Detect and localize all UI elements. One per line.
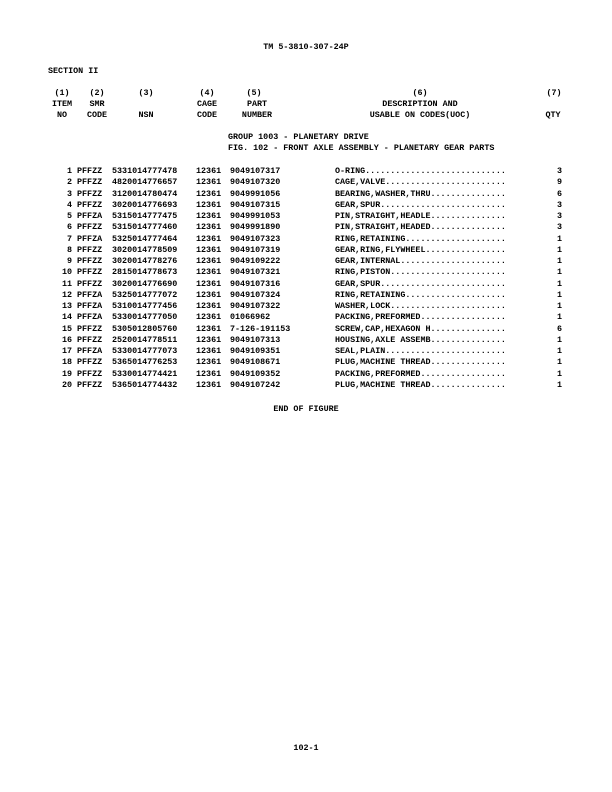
nsn: 5315014777460 bbox=[112, 222, 178, 233]
nsn: 5330014777050 bbox=[112, 312, 178, 323]
smr-code: PFFZA bbox=[77, 289, 103, 300]
part-number: 9049109351 bbox=[230, 346, 281, 356]
cage-code: 12361 bbox=[196, 312, 222, 323]
item-number: 4 bbox=[66, 199, 72, 210]
quantity: 1 bbox=[556, 256, 562, 266]
description: RING,RETAINING.................... bbox=[335, 233, 506, 244]
col-smr-label: SMR bbox=[89, 99, 105, 109]
smr-code: PFFZZ bbox=[77, 368, 103, 379]
cage-code: 12361 bbox=[196, 256, 222, 266]
cage-code: 12361 bbox=[196, 289, 222, 300]
description: HOUSING,AXLE ASSEMB............... bbox=[335, 334, 506, 345]
smr-code: PFFZA bbox=[77, 211, 103, 221]
table-row bbox=[0, 279, 612, 290]
description: SCREW,CAP,HEXAGON H............... bbox=[335, 323, 506, 334]
item-number: 18 bbox=[61, 357, 72, 368]
description: GEAR,INTERNAL..................... bbox=[335, 256, 506, 266]
parts-list bbox=[0, 166, 612, 391]
table-row bbox=[0, 177, 612, 188]
description: GEAR,SPUR......................... bbox=[335, 278, 506, 289]
cage-code: 12361 bbox=[196, 199, 222, 210]
part-number: 7-126-191153 bbox=[230, 323, 291, 334]
smr-code: PFFZZ bbox=[77, 244, 103, 255]
description: PIN,STRAIGHT,HEADLE............... bbox=[335, 211, 506, 221]
nsn: 5315014777475 bbox=[112, 211, 178, 221]
nsn: 2520014778511 bbox=[112, 334, 178, 345]
col-desc-sub: USABLE ON CODES(UOC) bbox=[369, 110, 471, 120]
nsn: 5365014776253 bbox=[112, 357, 178, 368]
table-row bbox=[0, 312, 612, 323]
description: PLUG,MACHINE THREAD............... bbox=[335, 379, 506, 390]
end-of-figure: END OF FIGURE bbox=[273, 404, 339, 414]
col-num-4: (4) bbox=[199, 88, 215, 98]
item-number: 15 bbox=[61, 323, 72, 334]
quantity: 3 bbox=[556, 166, 562, 176]
nsn: 3020014776690 bbox=[112, 278, 178, 289]
page-number: 102-1 bbox=[293, 743, 319, 753]
item-number: 19 bbox=[61, 368, 72, 379]
description: RING,RETAINING.................... bbox=[335, 289, 506, 300]
col-num-7: (7) bbox=[546, 88, 562, 98]
item-number: 8 bbox=[66, 244, 72, 255]
smr-code: PFFZZ bbox=[77, 166, 103, 176]
nsn: 5325014777464 bbox=[112, 233, 178, 244]
table-row bbox=[0, 211, 612, 222]
smr-code: PFFZZ bbox=[77, 256, 103, 266]
quantity: 1 bbox=[556, 278, 562, 289]
nsn: 5330014774421 bbox=[112, 368, 178, 379]
smr-code: PFFZA bbox=[77, 301, 103, 311]
table-row bbox=[0, 166, 612, 177]
quantity: 1 bbox=[556, 379, 562, 390]
item-number: 2 bbox=[66, 177, 72, 188]
nsn: 4820014776657 bbox=[112, 177, 178, 188]
quantity: 3 bbox=[556, 222, 562, 233]
part-number: 9049107324 bbox=[230, 289, 281, 300]
description: BEARING,WASHER,THRU............... bbox=[335, 188, 506, 199]
table-row bbox=[0, 234, 612, 245]
quantity: 1 bbox=[556, 267, 562, 278]
quantity: 1 bbox=[556, 334, 562, 345]
smr-code: PFFZZ bbox=[77, 199, 103, 210]
table-row bbox=[0, 335, 612, 346]
col-num-2: (2) bbox=[89, 88, 105, 98]
col-num-1: (1) bbox=[54, 88, 70, 98]
part-number: 9049107322 bbox=[230, 301, 281, 311]
col-qty-label: QTY bbox=[545, 110, 561, 120]
nsn: 5331014777478 bbox=[112, 166, 178, 176]
nsn: 3020014778509 bbox=[112, 244, 178, 255]
nsn: 5325014777072 bbox=[112, 289, 178, 300]
part-number: 9049991890 bbox=[230, 222, 281, 233]
item-number: 16 bbox=[61, 334, 72, 345]
quantity: 1 bbox=[556, 346, 562, 356]
description: GEAR,SPUR......................... bbox=[335, 199, 506, 210]
section-label: SECTION II bbox=[48, 66, 99, 76]
part-number: 9049107323 bbox=[230, 233, 281, 244]
cage-code: 12361 bbox=[196, 211, 222, 221]
table-row bbox=[0, 301, 612, 312]
cage-code: 12361 bbox=[196, 301, 222, 311]
quantity: 6 bbox=[556, 323, 562, 334]
table-row bbox=[0, 189, 612, 200]
nsn: 5330014777073 bbox=[112, 346, 178, 356]
cage-code: 12361 bbox=[196, 267, 222, 278]
table-row bbox=[0, 290, 612, 301]
table-row bbox=[0, 324, 612, 335]
cage-code: 12361 bbox=[196, 368, 222, 379]
quantity: 3 bbox=[556, 211, 562, 221]
smr-code: PFFZZ bbox=[77, 379, 103, 390]
document-number: TM 5-3810-307-24P bbox=[263, 42, 349, 52]
col-part-sub: NUMBER bbox=[241, 110, 273, 120]
smr-code: PFFZA bbox=[77, 233, 103, 244]
nsn: 5310014777456 bbox=[112, 301, 178, 311]
cage-code: 12361 bbox=[196, 357, 222, 368]
part-number: 9049107319 bbox=[230, 244, 281, 255]
item-number: 13 bbox=[61, 301, 72, 311]
col-num-6: (6) bbox=[412, 88, 428, 98]
col-num-3: (3) bbox=[138, 88, 154, 98]
item-number: 6 bbox=[66, 222, 72, 233]
nsn: 5305012805760 bbox=[112, 323, 178, 334]
col-desc-label: DESCRIPTION AND bbox=[382, 99, 458, 109]
smr-code: PFFZZ bbox=[77, 222, 103, 233]
description: PACKING,PREFORMED................. bbox=[335, 312, 506, 323]
table-row bbox=[0, 357, 612, 368]
smr-code: PFFZZ bbox=[77, 188, 103, 199]
item-number: 20 bbox=[61, 379, 72, 390]
item-number: 5 bbox=[66, 211, 72, 221]
col-item-sub: NO bbox=[56, 110, 68, 120]
quantity: 1 bbox=[556, 301, 562, 311]
description: PIN,STRAIGHT,HEADED............... bbox=[335, 222, 506, 233]
item-number: 7 bbox=[66, 233, 72, 244]
col-part-label: PART bbox=[246, 99, 268, 109]
part-number: 9049107317 bbox=[230, 166, 281, 176]
quantity: 3 bbox=[556, 199, 562, 210]
description: PLUG,MACHINE THREAD............... bbox=[335, 357, 506, 368]
smr-code: PFFZZ bbox=[77, 323, 103, 334]
cage-code: 12361 bbox=[196, 379, 222, 390]
item-number: 3 bbox=[66, 188, 72, 199]
part-number: 9049107320 bbox=[230, 177, 281, 188]
cage-code: 12361 bbox=[196, 346, 222, 356]
description: RING,PISTON....................... bbox=[335, 267, 506, 278]
item-number: 14 bbox=[61, 312, 72, 323]
table-row bbox=[0, 346, 612, 357]
nsn: 3120014780474 bbox=[112, 188, 178, 199]
cage-code: 12361 bbox=[196, 166, 222, 176]
part-number: 9049991053 bbox=[230, 211, 281, 221]
quantity: 6 bbox=[556, 188, 562, 199]
col-nsn-label: NSN bbox=[138, 110, 154, 120]
cage-code: 12361 bbox=[196, 323, 222, 334]
smr-code: PFFZZ bbox=[77, 278, 103, 289]
cage-code: 12361 bbox=[196, 278, 222, 289]
smr-code: PFFZZ bbox=[77, 267, 103, 278]
part-number: 9049991056 bbox=[230, 188, 281, 199]
quantity: 1 bbox=[556, 368, 562, 379]
item-number: 12 bbox=[61, 289, 72, 300]
nsn: 3020014778276 bbox=[112, 256, 178, 266]
smr-code: PFFZZ bbox=[77, 334, 103, 345]
part-number: 9049107316 bbox=[230, 278, 281, 289]
part-number: 9049107321 bbox=[230, 267, 281, 278]
description: CAGE,VALVE........................ bbox=[335, 177, 506, 188]
cage-code: 12361 bbox=[196, 222, 222, 233]
cage-code: 12361 bbox=[196, 188, 222, 199]
table-row bbox=[0, 200, 612, 211]
part-number: 9049107313 bbox=[230, 334, 281, 345]
quantity: 1 bbox=[556, 357, 562, 368]
col-cage-sub: CODE bbox=[196, 110, 218, 120]
nsn: 2815014778673 bbox=[112, 267, 178, 278]
group-title: GROUP 1003 - PLANETARY DRIVE bbox=[228, 132, 369, 142]
quantity: 1 bbox=[556, 233, 562, 244]
part-number: 01066962 bbox=[230, 312, 271, 323]
quantity: 1 bbox=[556, 244, 562, 255]
quantity: 9 bbox=[556, 177, 562, 188]
smr-code: PFFZA bbox=[77, 312, 103, 323]
table-row bbox=[0, 369, 612, 380]
cage-code: 12361 bbox=[196, 334, 222, 345]
col-num-5: (5) bbox=[246, 88, 262, 98]
col-item-label: ITEM bbox=[51, 99, 73, 109]
col-cage-label: CAGE bbox=[196, 99, 218, 109]
table-row bbox=[0, 222, 612, 233]
part-number: 9049108671 bbox=[230, 357, 281, 368]
table-row bbox=[0, 380, 612, 391]
item-number: 10 bbox=[61, 267, 72, 278]
nsn: 3020014776693 bbox=[112, 199, 178, 210]
part-number: 9049109352 bbox=[230, 368, 281, 379]
description: SEAL,PLAIN........................ bbox=[335, 346, 506, 356]
description: PACKING,PREFORMED................. bbox=[335, 368, 506, 379]
quantity: 1 bbox=[556, 289, 562, 300]
smr-code: PFFZZ bbox=[77, 357, 103, 368]
part-number: 9049109222 bbox=[230, 256, 281, 266]
part-number: 9049107242 bbox=[230, 379, 281, 390]
quantity: 1 bbox=[556, 312, 562, 323]
smr-code: PFFZA bbox=[77, 346, 103, 356]
item-number: 17 bbox=[61, 346, 72, 356]
item-number: 11 bbox=[61, 278, 72, 289]
table-row bbox=[0, 267, 612, 278]
item-number: 1 bbox=[66, 166, 72, 176]
item-number: 9 bbox=[66, 256, 72, 266]
table-row bbox=[0, 256, 612, 267]
part-number: 9049107315 bbox=[230, 199, 281, 210]
smr-code: PFFZZ bbox=[77, 177, 103, 188]
figure-title: FIG. 102 - FRONT AXLE ASSEMBLY - PLANETARY GEAR PARTS bbox=[228, 143, 495, 153]
cage-code: 12361 bbox=[196, 177, 222, 188]
nsn: 5365014774432 bbox=[112, 379, 178, 390]
description: O-RING............................ bbox=[335, 166, 506, 176]
col-smr-sub: CODE bbox=[86, 110, 108, 120]
cage-code: 12361 bbox=[196, 244, 222, 255]
table-row bbox=[0, 245, 612, 256]
cage-code: 12361 bbox=[196, 233, 222, 244]
description: GEAR,RING,FLYWHEEL................ bbox=[335, 244, 506, 255]
description: WASHER,LOCK....................... bbox=[335, 301, 506, 311]
